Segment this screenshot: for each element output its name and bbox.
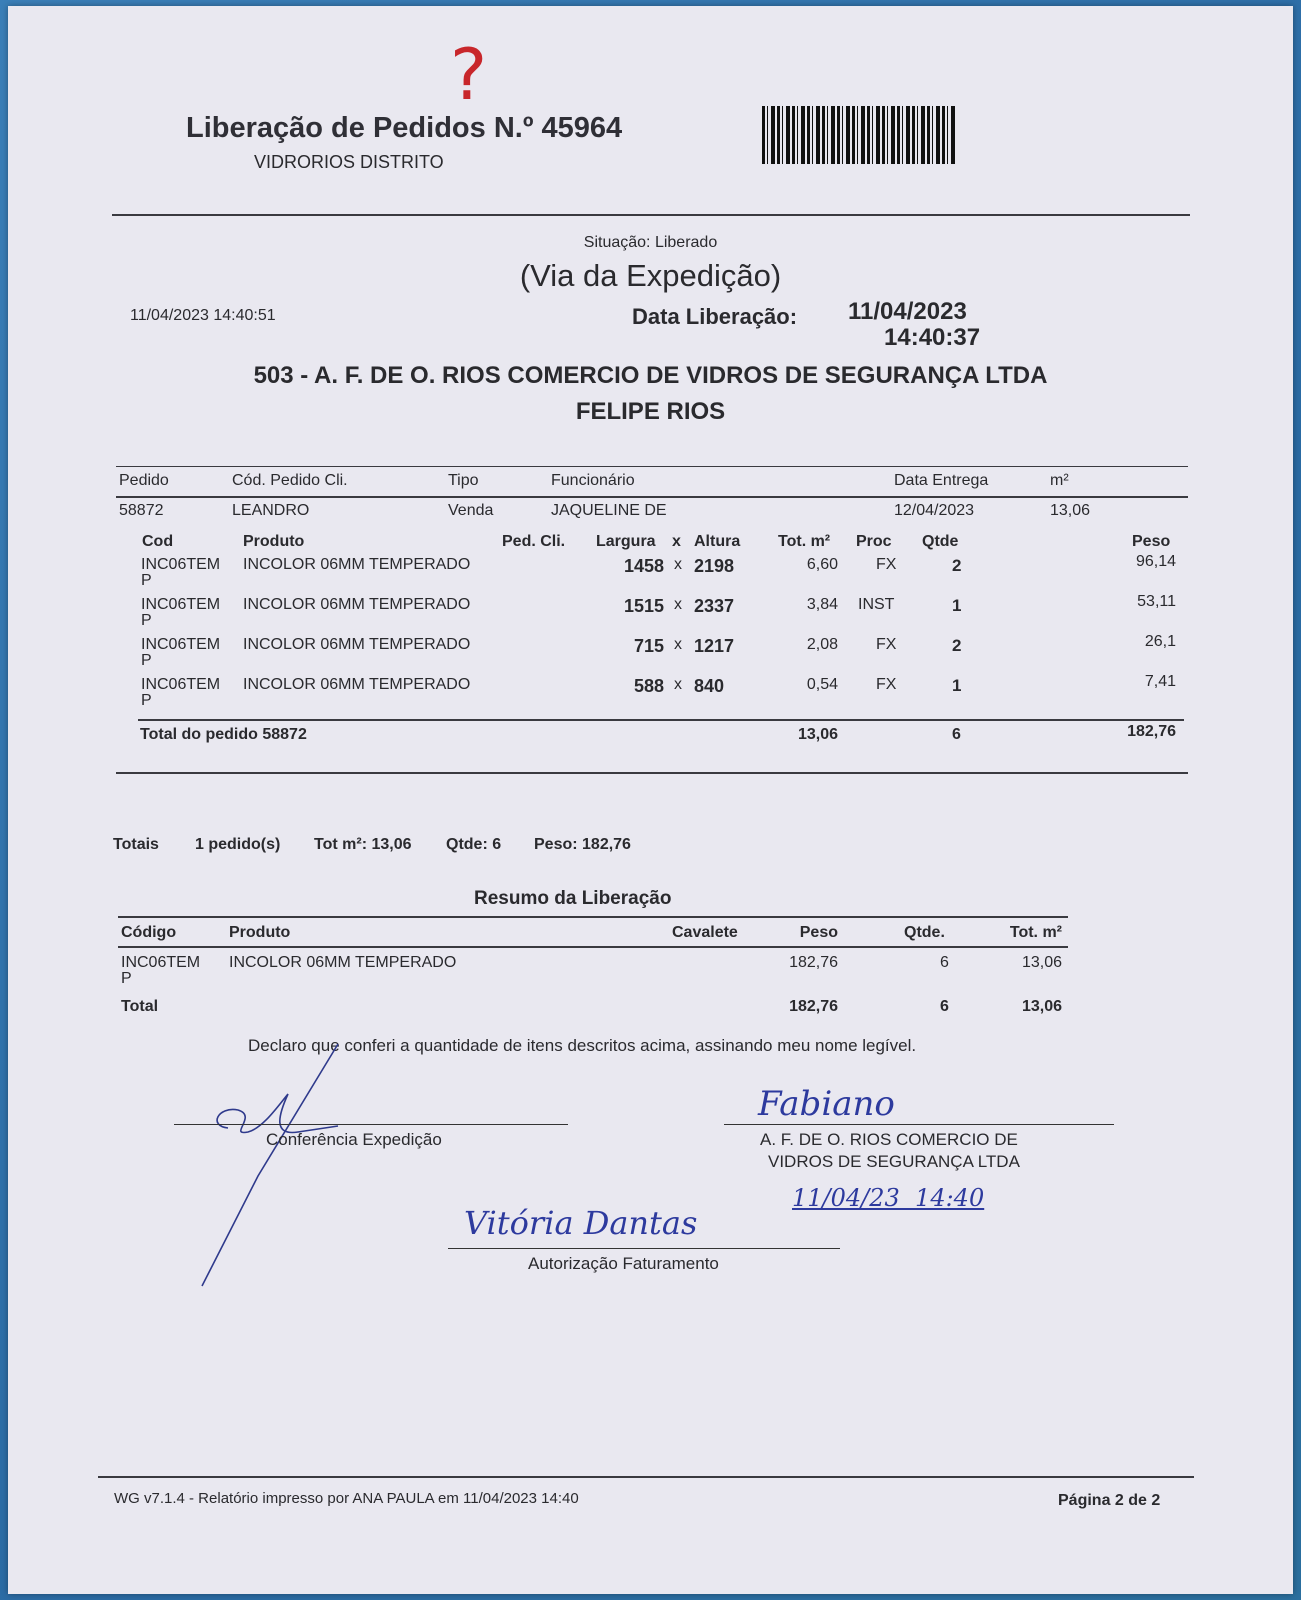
sum-codigo: INC06TEM: [121, 954, 201, 971]
label-m2: m²: [1050, 472, 1069, 489]
sum-peso: 182,76: [789, 954, 838, 971]
item-tot-m2: 3,84: [806, 596, 838, 613]
item-largura: 715: [633, 636, 664, 656]
sum-codigo-suffix: P: [121, 970, 132, 987]
item-peso: 53,11: [1137, 593, 1176, 610]
declaration-text: Declaro que conferi a quantidade de itens descritos acima, assinando meu nome legível.: [248, 1036, 917, 1055]
divider: [138, 719, 1184, 721]
handwritten-question-mark: ?: [450, 34, 488, 116]
item-x: x: [674, 676, 682, 693]
totals-m2: Tot m²: 13,06: [314, 836, 412, 853]
item-x: x: [674, 636, 682, 653]
label-cod-cli: Cód. Pedido Cli.: [232, 472, 348, 489]
totals-peso: Peso: 182,76: [534, 836, 631, 853]
copy-type: (Via da Expedição): [519, 258, 782, 293]
footer-left: WG v7.1.4 - Relatório impresso por ANA PAULA em 11/04/2023 14:40: [114, 1490, 579, 1507]
divider: [116, 496, 1188, 498]
value-funcionario: JAQUELINE DE: [551, 502, 667, 519]
col-proc: Proc: [856, 533, 892, 550]
item-altura: 2337: [694, 596, 735, 616]
release-time: 14:40:37: [884, 324, 981, 351]
item-cod-suffix: P: [141, 612, 152, 629]
item-cod: INC06TEM: [141, 596, 221, 613]
signature-line: [174, 1124, 568, 1125]
autorizacao-label: Autorização Faturamento: [528, 1254, 719, 1273]
sum-tot-m2: 13,06: [1021, 954, 1062, 971]
item-x: x: [674, 596, 682, 613]
item-x: x: [674, 556, 682, 573]
sum-col-peso: Peso: [799, 924, 838, 941]
item-qtde: 1: [952, 676, 962, 695]
value-data-entrega: 12/04/2023: [894, 502, 975, 519]
item-qtde: 2: [952, 636, 962, 655]
customer-sign-line2: VIDROS DE SEGURANÇA LTDA: [768, 1152, 1020, 1171]
divider: [118, 916, 1068, 918]
print-datetime: 11/04/2023 14:40:51: [130, 307, 276, 324]
label-pedido: Pedido: [119, 472, 169, 489]
customer-signature: Fabiano: [758, 1084, 895, 1124]
item-tot-m2: 2,08: [806, 636, 838, 653]
item-proc: INST: [858, 596, 895, 613]
sum-col-tot-m2: Tot. m²: [1009, 924, 1062, 941]
document-title: Liberação de Pedidos N.º 45964: [186, 112, 623, 144]
item-peso: 7,41: [1144, 673, 1176, 690]
document-page: [8, 6, 1293, 1594]
value-cod-cli: LEANDRO: [232, 502, 310, 519]
item-cod: INC06TEM: [141, 556, 221, 573]
customer-sign-line1: A. F. DE O. RIOS COMERCIO DE: [760, 1130, 1018, 1149]
col-tot-m2: Tot. m²: [778, 533, 831, 550]
value-pedido: 58872: [119, 502, 164, 519]
divider: [118, 946, 1068, 948]
item-largura: 1515: [623, 596, 664, 616]
customer-name: 503 - A. F. DE O. RIOS COMERCIO DE VIDROS DE SEGURANÇA LTDA: [253, 362, 1048, 389]
totals-qtde: Qtde: 6: [446, 836, 502, 853]
signature-line: [724, 1124, 1114, 1125]
divider: [112, 214, 1190, 216]
item-qtde: 1: [952, 596, 962, 615]
col-produto: Produto: [243, 533, 305, 550]
item-tot-m2: 0,54: [806, 676, 838, 693]
item-proc: FX: [876, 676, 897, 693]
order-total-m2: 13,06: [797, 726, 838, 743]
col-largura: Largura: [596, 533, 656, 550]
conferencia-label: Conferência Expedição: [266, 1130, 442, 1149]
totals-pedidos: 1 pedido(s): [195, 836, 281, 853]
sum-total-qtde: 6: [940, 998, 949, 1015]
conferencia-signature: [188, 1036, 358, 1296]
col-qtde: Qtde: [922, 533, 959, 550]
label-data-entrega: Data Entrega: [894, 472, 989, 489]
col-cod: Cod: [142, 533, 174, 550]
barcode: [762, 106, 956, 164]
item-produto: INCOLOR 06MM TEMPERADO: [243, 596, 471, 613]
sum-total-label: Total: [121, 998, 159, 1015]
divider: [116, 466, 1188, 467]
sum-col-codigo: Código: [121, 924, 177, 941]
label-tipo: Tipo: [448, 472, 479, 489]
col-altura: Altura: [694, 533, 741, 550]
order-total-peso: 182,76: [1127, 723, 1176, 740]
item-proc: FX: [876, 556, 897, 573]
item-largura: 1458: [623, 556, 664, 576]
order-total-label: Total do pedido 58872: [140, 726, 307, 743]
totals-label: Totais: [113, 836, 159, 853]
release-date: 11/04/2023: [848, 298, 967, 325]
company-name: VIDRORIOS DISTRITO: [254, 152, 444, 172]
item-cod-suffix: P: [141, 652, 152, 669]
label-funcionario: Funcionário: [551, 472, 635, 489]
item-cod-suffix: P: [141, 692, 152, 709]
item-peso: 26,1: [1144, 633, 1176, 650]
signature-line: [448, 1248, 840, 1249]
sum-total-peso: 182,76: [789, 998, 838, 1015]
sum-total-tot-m2: 13,06: [1021, 998, 1062, 1015]
item-altura: 2198: [694, 556, 735, 576]
item-largura: 588: [633, 676, 664, 696]
col-peso: Peso: [1132, 533, 1171, 550]
summary-title: Resumo da Liberação: [474, 888, 672, 909]
value-m2: 13,06: [1050, 502, 1091, 519]
item-altura: 840: [694, 676, 725, 696]
col-x: x: [672, 533, 681, 550]
sum-qtde: 6: [940, 954, 949, 971]
item-cod: INC06TEM: [141, 676, 221, 693]
sum-col-cavalete: Cavalete: [672, 924, 738, 941]
divider: [98, 1476, 1194, 1478]
sum-col-produto: Produto: [229, 924, 291, 941]
sum-produto: INCOLOR 06MM TEMPERADO: [229, 954, 457, 971]
handwritten-datetime: 11/04/23 14:40: [792, 1184, 985, 1212]
order-total-qtde: 6: [952, 726, 961, 743]
item-produto: INCOLOR 06MM TEMPERADO: [243, 556, 471, 573]
item-altura: 1217: [694, 636, 735, 656]
item-qtde: 2: [952, 556, 962, 575]
item-cod: INC06TEM: [141, 636, 221, 653]
value-tipo: Venda: [448, 502, 494, 519]
customer-contact: FELIPE RIOS: [575, 398, 726, 425]
footer-page-number: Página 2 de 2: [1058, 1492, 1161, 1509]
item-proc: FX: [876, 636, 897, 653]
item-tot-m2: 6,60: [806, 556, 838, 573]
divider: [116, 772, 1188, 774]
col-ped-cli: Ped. Cli.: [502, 533, 566, 550]
item-produto: INCOLOR 06MM TEMPERADO: [243, 676, 471, 693]
status-text: Situação: Liberado: [583, 234, 718, 251]
autorizacao-signature: Vitória Dantas: [464, 1204, 698, 1242]
item-produto: INCOLOR 06MM TEMPERADO: [243, 636, 471, 653]
item-peso: 96,14: [1135, 553, 1176, 570]
release-label: Data Liberação:: [632, 304, 798, 329]
item-cod-suffix: P: [141, 572, 152, 589]
sum-col-qtde: Qtde.: [904, 924, 945, 941]
